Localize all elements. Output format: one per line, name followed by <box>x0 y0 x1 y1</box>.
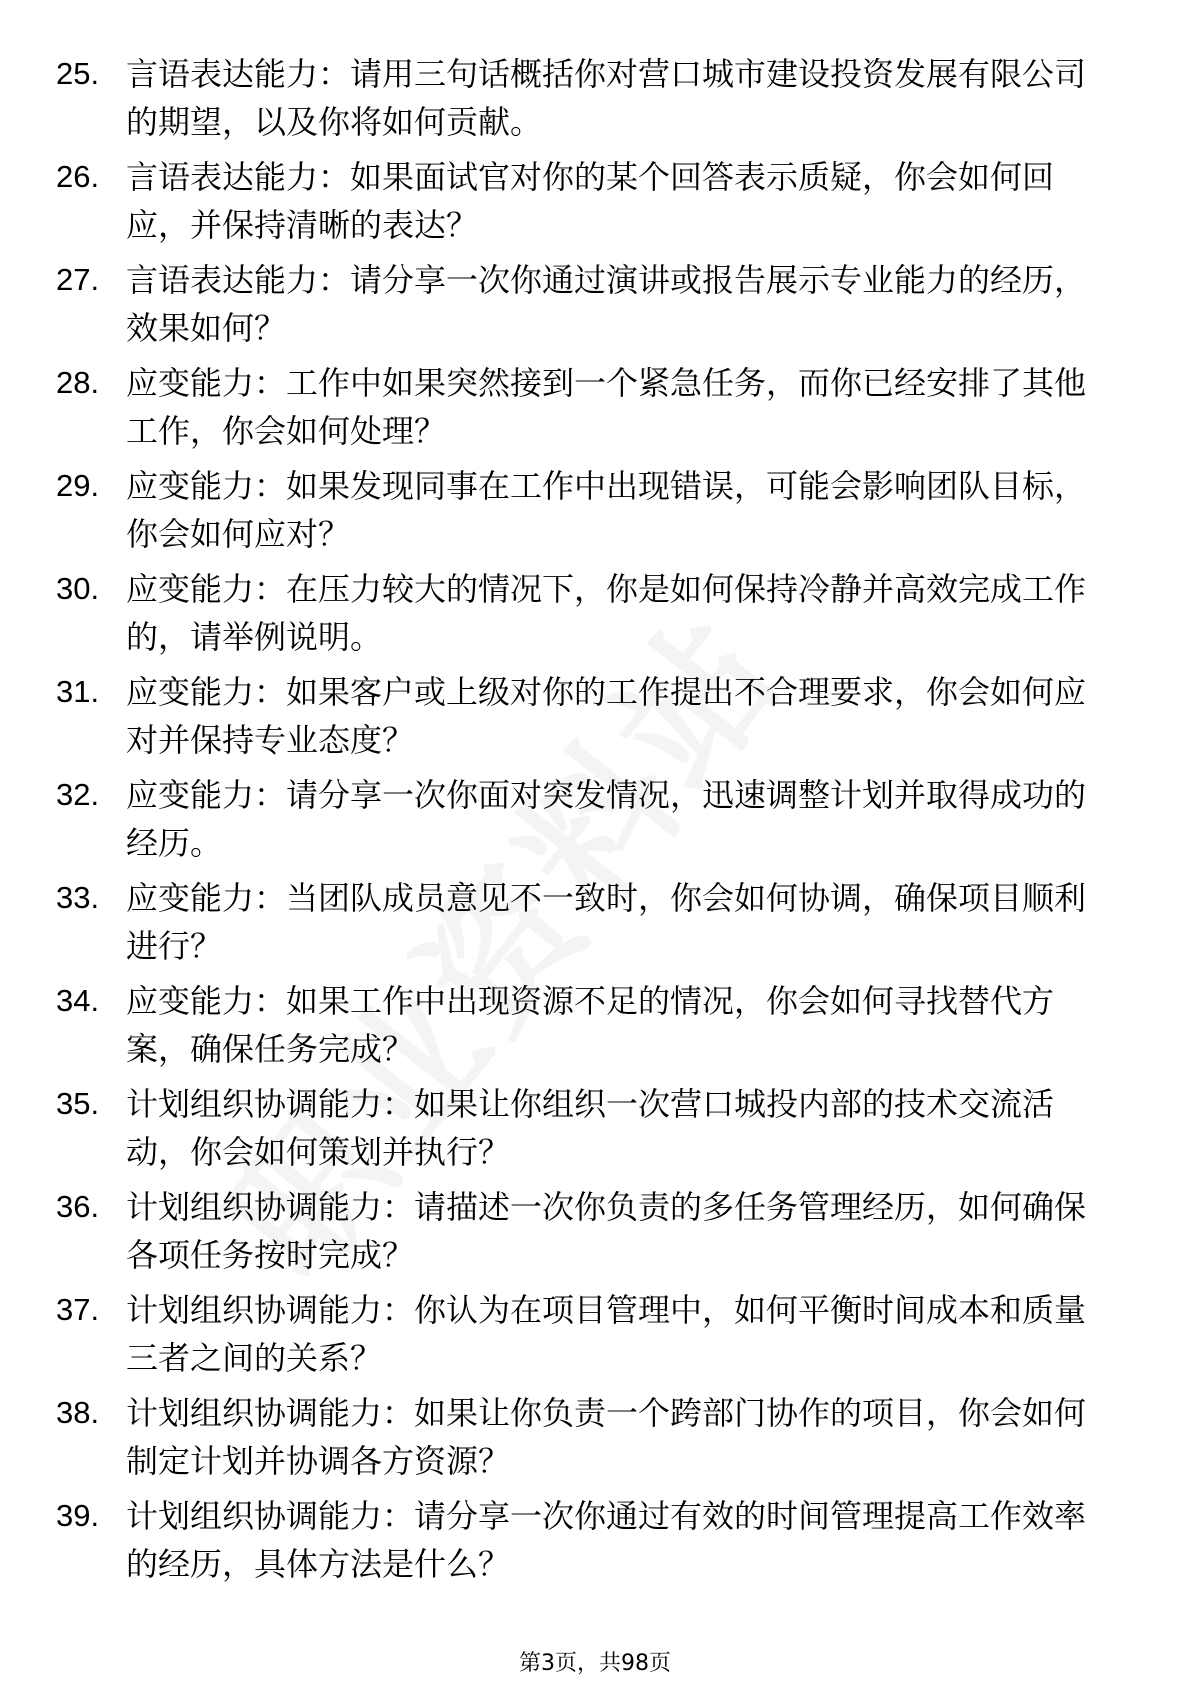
question-text: 计划组织协调能力：如果让你组织一次营口城投内部的技术交流活动，你会如何策划并执行？ <box>126 1085 1055 1171</box>
question-text: 计划组织协调能力：请描述一次你负责的多任务管理经历，如何确保各项任务按时完成？ <box>126 1188 1087 1274</box>
question-item <box>0 256 1190 359</box>
question-text: 应变能力：当团队成员意见不一致时，你会如何协调，确保项目顺利进行？ <box>126 879 1087 965</box>
question-number: 27. <box>56 262 100 297</box>
page-footer <box>0 1651 1190 1677</box>
question-text: 言语表达能力：请用三句话概括你对营口城市建设投资发展有限公司的期望，以及你将如何贡献。 <box>126 55 1087 141</box>
question-item <box>0 771 1190 874</box>
question-text: 应变能力：如果工作中出现资源不足的情况，你会如何寻找替代方案，确保任务完成？ <box>126 982 1055 1068</box>
question-text: 计划组织协调能力：如果让你负责一个跨部门协作的项目，你会如何制定计划并协调各方资源？ <box>126 1394 1087 1480</box>
question-item <box>0 1080 1190 1183</box>
question-item <box>0 1492 1190 1595</box>
question-text: 计划组织协调能力：你认为在项目管理中，如何平衡时间成本和质量三者之间的关系？ <box>126 1291 1087 1377</box>
question-item <box>0 153 1190 256</box>
question-number: 37. <box>56 1292 100 1327</box>
question-number: 39. <box>56 1498 100 1533</box>
question-number: 34. <box>56 983 100 1018</box>
question-number: 26. <box>56 159 100 194</box>
question-text: 言语表达能力：请分享一次你通过演讲或报告展示专业能力的经历，效果如何？ <box>126 261 1087 347</box>
question-item <box>0 462 1190 565</box>
question-text: 应变能力：工作中如果突然接到一个紧急任务，而你已经安排了其他工作，你会如何处理？ <box>126 364 1087 450</box>
question-number: 30. <box>56 571 100 606</box>
question-number: 38. <box>56 1395 100 1430</box>
question-item <box>0 668 1190 771</box>
question-item <box>0 1389 1190 1492</box>
page-number-label: 第3页，共98页 <box>519 1651 671 1676</box>
question-number: 35. <box>56 1086 100 1121</box>
question-item <box>0 874 1190 977</box>
question-list <box>0 50 1190 1595</box>
question-item <box>0 565 1190 668</box>
question-text: 言语表达能力：如果面试官对你的某个回答表示质疑，你会如何回应，并保持清晰的表达？ <box>126 158 1055 244</box>
question-text: 应变能力：在压力较大的情况下，你是如何保持冷静并高效完成工作的，请举例说明。 <box>126 570 1087 656</box>
question-item <box>0 1183 1190 1286</box>
question-text: 应变能力：如果客户或上级对你的工作提出不合理要求，你会如何应对并保持专业态度？ <box>126 673 1087 759</box>
question-text: 应变能力：请分享一次你面对突发情况，迅速调整计划并取得成功的经历。 <box>126 776 1087 862</box>
question-number: 31. <box>56 674 100 709</box>
question-text: 应变能力：如果发现同事在工作中出现错误，可能会影响团队目标，你会如何应对？ <box>126 467 1087 553</box>
question-number: 32. <box>56 777 100 812</box>
question-item <box>0 50 1190 153</box>
question-item <box>0 1286 1190 1389</box>
question-text: 计划组织协调能力：请分享一次你通过有效的时间管理提高工作效率的经历，具体方法是什么？ <box>126 1497 1087 1583</box>
question-item <box>0 359 1190 462</box>
question-number: 28. <box>56 365 100 400</box>
question-number: 29. <box>56 468 100 503</box>
question-number: 36. <box>56 1189 100 1224</box>
question-item <box>0 977 1190 1080</box>
question-number: 25. <box>56 56 100 91</box>
question-number: 33. <box>56 880 100 915</box>
